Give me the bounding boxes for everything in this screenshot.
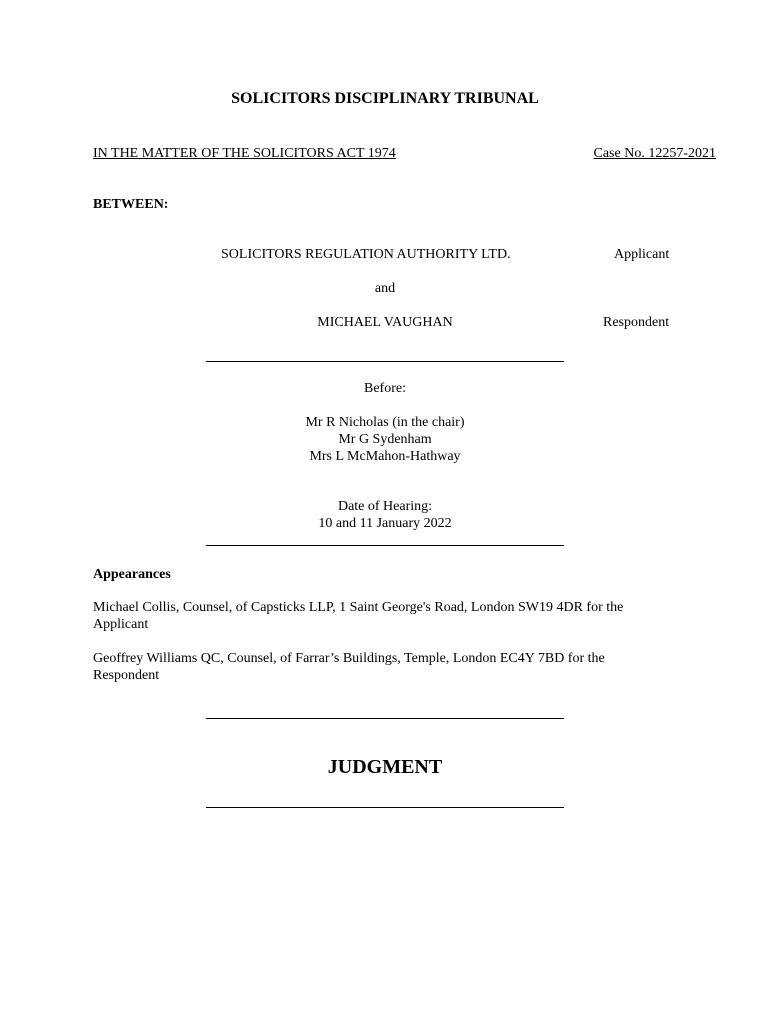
panel-member: Mr R Nicholas (in the chair) [305,415,465,430]
hearing-dates: 10 and 11 January 2022 [318,516,452,531]
divider-rule [206,361,564,362]
judgment-heading: JUDGMENT [327,756,443,778]
appearance-applicant: Michael Collis, Counsel, of Capsticks LLP, 1 Saint George's Road, London SW19 4DR for the Applicant [93,600,624,632]
panel-members [170,414,600,465]
respondent-role: Respondent [603,315,670,330]
hearing-block [170,498,600,532]
between-label: BETWEEN: [93,197,169,212]
before-label: Before: [364,381,406,396]
panel-member: Mrs L McMahon-Hathway [309,449,461,464]
divider-rule [206,545,564,546]
matter-line: IN THE MATTER OF THE SOLICITORS ACT 1974 [93,146,396,161]
case-number: Case No. 12257-2021 [593,146,716,161]
applicant-role: Applicant [614,247,670,262]
appearance-respondent: Geoffrey Williams QC, Counsel, of Farrar’s Buildings, Temple, London EC4Y 7BD for the Respondent [93,651,605,683]
divider-rule [206,807,564,808]
hearing-label: Date of Hearing: [337,499,433,514]
applicant-name: SOLICITORS REGULATION AUTHORITY LTD. [221,247,511,262]
appearances-heading: Appearances [93,567,171,582]
and-label: and [374,281,396,296]
divider-rule [206,718,564,719]
respondent-name: MICHAEL VAUGHAN [317,315,453,330]
tribunal-title: SOLICITORS DISCIPLINARY TRIBUNAL [231,90,539,107]
panel-member: Mr G Sydenham [338,432,432,447]
